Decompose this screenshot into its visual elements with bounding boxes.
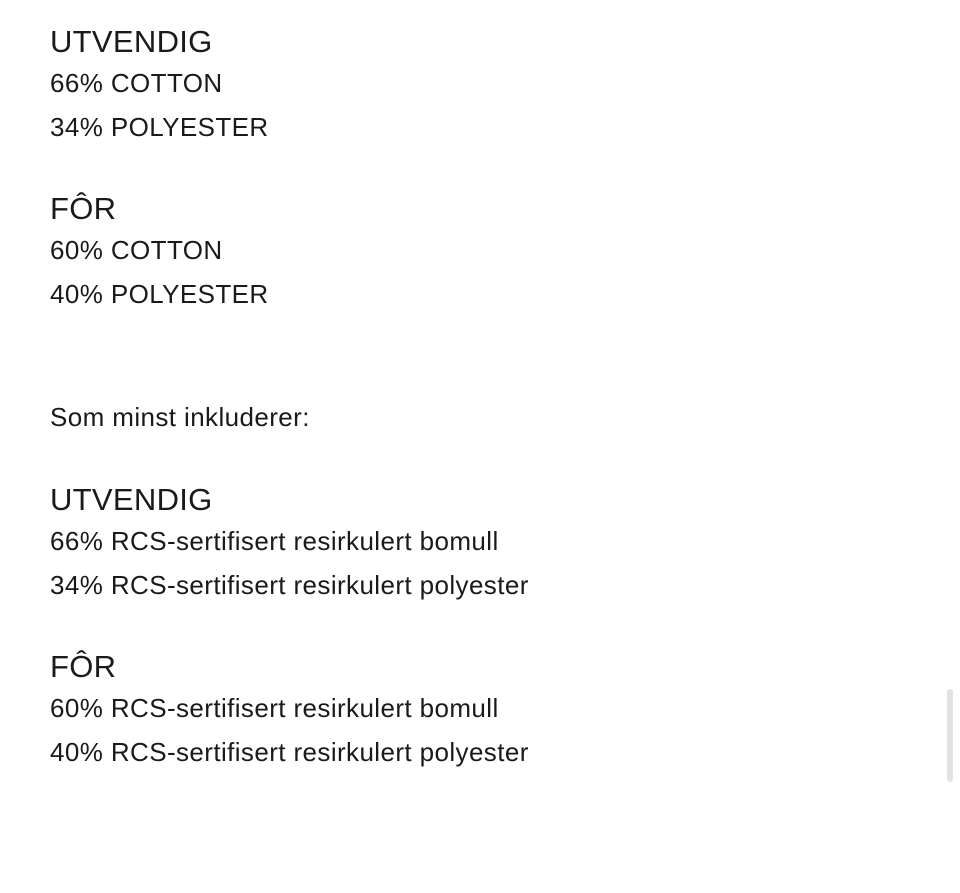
minimum-outer-heading: UTVENDIG: [50, 482, 213, 517]
lining-line-cotton: 60% COTTON: [50, 235, 223, 265]
outer-line-polyester: 34% POLYESTER: [50, 112, 269, 142]
minimum-includes-note: Som minst inkluderer:: [50, 402, 310, 432]
minimum-lining-line-polyester: 40% RCS-sertifisert resirkulert polyester: [50, 737, 529, 767]
minimum-outer-line-polyester: 34% RCS-sertifisert resirkulert polyester: [50, 570, 529, 600]
outer-heading: UTVENDIG: [50, 24, 213, 59]
scrollbar-thumb[interactable]: [947, 689, 953, 782]
outer-line-cotton: 66% COTTON: [50, 68, 223, 98]
minimum-lining-heading: FÔR: [50, 649, 117, 684]
minimum-outer-line-cotton: 66% RCS-sertifisert resirkulert bomull: [50, 526, 499, 556]
lining-heading: FÔR: [50, 191, 117, 226]
lining-line-polyester: 40% POLYESTER: [50, 279, 269, 309]
minimum-lining-line-cotton: 60% RCS-sertifisert resirkulert bomull: [50, 693, 499, 723]
